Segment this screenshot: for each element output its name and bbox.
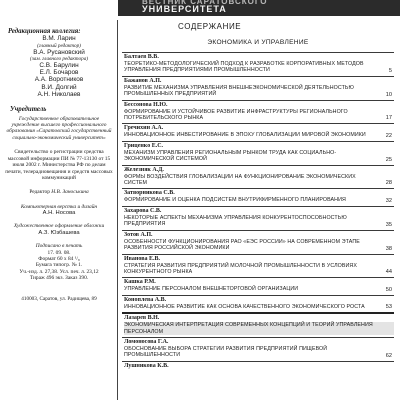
- contents-title: СОДЕРЖАНИЕ: [178, 22, 242, 31]
- entry-page-number: 5: [388, 67, 392, 74]
- entry-author: Иванова Е.В.: [124, 255, 160, 262]
- entry-author: Бессонова Н.Ю.: [124, 101, 168, 108]
- contents-entry: [122, 52, 394, 76]
- editor-line: [2, 189, 116, 195]
- imprint-column: [2, 28, 116, 302]
- entry-page-number: 17: [385, 115, 392, 122]
- contents-entry: [122, 337, 394, 361]
- banner-line-1: ВЕСТНИК САРАТОВСКОГО: [142, 0, 268, 6]
- entry-title: РАЗВИТИЕ МЕХАНИЗМА УПРАВЛЕНИЯ ВНЕШНЕЭКОНОМИЧЕСКОЙ ДЕЯТЕЛЬНОСТЬЮ ПРОМЫШЛЕННЫХ ПРЕДПРИЯТИЙ: [124, 84, 354, 98]
- entry-title: УПРАВЛЕНИЕ ПЕРСОНАЛОМ ВНЕШНЕТОРГОВОЙ ОРГАНИЗАЦИИ: [124, 286, 299, 293]
- print-volume: Уч.-изд. л. 27,38. Усл. печ. л. 23,12: [19, 268, 99, 275]
- entry-title: ТЕОРЕТИКО-МЕТОДОЛОГИЧЕСКИЙ ПОДХОД К РАЗРАБОТКЕ КОРПОРАТИВНЫХ МЕТОДОВ УПРАВЛЕНИЯ ПРЕДПРИЯТИЯМИ ПРОМЫШЛЕННОСТИ: [124, 61, 364, 74]
- section-title: ЭКОНОМИКА И УПРАВЛЕНИЕ: [207, 39, 309, 46]
- editor-name: А.Н. Николаев: [37, 91, 81, 99]
- entry-title: ЭКОНОМИЧЕСКАЯ ИНТЕРПРЕТАЦИЯ СОВРЕМЕННЫХ КОНЦЕПЦИЙ И ТЕОРИЙ УПРАВЛЕНИЯ ПЕРСОНАЛОМ: [124, 322, 394, 335]
- contents-entry: [122, 141, 394, 165]
- contents-entry: [122, 254, 394, 278]
- contents-entry: [122, 361, 394, 372]
- entry-author: Гречихин А.А.: [124, 125, 164, 132]
- entry-page-number: 28: [385, 180, 392, 187]
- editor-name: С.В. Барулин: [39, 61, 79, 69]
- entry-title: ИННОВАЦИОННОЕ ИНВЕСТИРОВАНИЕ В ЭПОХУ ГЛОБАЛИЗАЦИИ МИРОВОЙ ЭКОНОМИКИ: [124, 132, 366, 139]
- column-divider: [117, 20, 118, 400]
- contents-list: [122, 52, 394, 372]
- entry-title: МЕХАНИЗМ УПРАВЛЕНИЯ РЕГИОНАЛЬНЫМ РЫНКОМ ТРУДА КАК СОЦИАЛЬНО-ЭКОНОМИЧЕСКОЙ СИСТЕМОЙ: [124, 149, 337, 163]
- entry-author: Лазарев В.Н.: [124, 315, 160, 322]
- entry-page-number: 10: [385, 91, 392, 98]
- contents-column: [122, 22, 394, 372]
- contents-entry: [122, 188, 394, 205]
- entry-page-number: 25: [385, 156, 392, 163]
- entry-author: Балтаев В.В.: [124, 54, 159, 60]
- entry-title: ОБОСНОВАНИЕ ВЫБОРА СТРАТЕГИИ РАЗВИТИЯ ПРЕДПРИЯТИЙ ПИЩЕВОЙ ПРОМЫШЛЕННОСТИ: [124, 345, 328, 359]
- editorial-board-label: Редакционная коллегия:: [8, 28, 81, 35]
- editor-name: В.И. Долгий: [41, 83, 77, 91]
- entry-page-number: 32: [385, 197, 392, 204]
- editor-label: Редактор: [29, 189, 50, 196]
- entry-author: Зотов А.П.: [124, 231, 153, 238]
- print-run: Тираж 496 экз. Заказ 390.: [29, 275, 89, 282]
- entry-page-number: 38: [385, 245, 392, 252]
- entry-page-number: 44: [385, 269, 392, 276]
- entry-title: ФОРМИРОВАНИЕ И ОЦЕНКА ПОДСИСТЕМ ВНУТРИФИРМЕННОГО ПЛАНИРОВАНИЯ: [124, 197, 346, 204]
- editor-name: А.А. Воротников: [34, 76, 84, 84]
- entry-page-number: 50: [385, 286, 392, 293]
- entry-page-number: 53: [385, 304, 392, 311]
- editor-name: В.М. Ларин: [42, 35, 76, 43]
- entry-author: Ломоносова Г.А.: [124, 338, 169, 345]
- entry-author: Коноплева А.В.: [124, 296, 167, 303]
- editor-role: (зам. главного редактора): [29, 55, 89, 62]
- contents-entry: [122, 76, 394, 100]
- entry-title: ИННОВАЦИОННОЕ РАЗВИТИЕ КАК ОСНОВА КАЧЕСТВЕННОГО ЭКОНОМИЧЕСКОГО РОСТА: [124, 303, 365, 310]
- contents-entry: [122, 123, 394, 140]
- paper-type: Бумага типогр. № 1.: [35, 262, 83, 269]
- entry-author: Кашка Р.М.: [124, 279, 156, 286]
- print-format: Формат 60 х 84 ¹/₈: [38, 255, 80, 262]
- entry-page-number: 35: [385, 221, 392, 228]
- entry-author: Гриценко Е.С.: [124, 142, 164, 149]
- entry-author: Затворникова С.В.: [124, 190, 175, 197]
- header-banner: [118, 0, 400, 16]
- contents-entry: [122, 312, 394, 337]
- entry-author: Железняк А.Д.: [124, 166, 164, 173]
- cover-art-label: Художественное оформление обложки: [13, 223, 105, 230]
- entry-page-number: 22: [385, 132, 392, 139]
- cover-art-name: А.З. Юзбашева: [38, 229, 80, 236]
- contents-entry: [122, 277, 394, 294]
- editor-name: Е.Л. Бочаров: [39, 69, 79, 77]
- contents-entry: [122, 165, 394, 189]
- editor-role: (главный редактор): [37, 42, 81, 49]
- entry-page-number: 62: [385, 352, 392, 359]
- contents-entry: [122, 100, 394, 124]
- entry-title: СТРАТЕГИЯ РАЗВИТИЯ ПРЕДПРИЯТИЙ МОЛОЧНОЙ ПРОМЫШЛЕННОСТИ В УСЛОВИЯХ КОНКУРЕНТНОГО РЫНКА: [124, 262, 357, 275]
- entry-title: ФОРМИРОВАНИЕ И УСТОЙЧИВОЕ РАЗВИТИЕ ИНФРАСТРУКТУРЫ РЕГИОНАЛЬНОГО ПОТРЕБИТЕЛЬСКОГО РЫНКА: [124, 108, 348, 122]
- entry-title: ФОРМЫ ВОЗДЕЙСТВИЯ ГЛОБАЛИЗАЦИИ НА ФУНКЦИОНИРОВАНИЕ ЭКОНОМИЧЕСКИХ СИСТЕМ: [124, 173, 356, 187]
- print-date: 17. 09. 08.: [47, 249, 71, 256]
- editor-name: В.А. Русановский: [33, 48, 85, 56]
- publisher-address: 410003, Саратов, ул. Радищева, 89: [21, 295, 97, 302]
- entry-author: Бажанов А.П.: [124, 77, 162, 84]
- editor-name: Н.В. Заноськина: [51, 189, 89, 196]
- contents-entry: [122, 295, 394, 312]
- registration-text: Свидетельство о регистрации средства массовой информации ПИ № 77-13130 от 15 июля 2002 г. Министерства РФ по делам печати, телерадиовещания и средств массовых коммуникаций: [5, 149, 113, 181]
- entry-title: ОСОБЕННОСТИ ФУНКЦИОНИРОВАНИЯ РАО «ЕЭС РОССИИ» НА СОВРЕМЕННОМ ЭТАПЕ РАЗВИТИЯ РОССИЙСКОЙ ЭКОНОМИКИ: [124, 238, 360, 252]
- founder-text: Государственное образовательное учреждение высшего профессионального образования «Саратовский государственный социально-экономический университет»: [6, 115, 112, 141]
- layout-label: Компьютерная верстка и дизайн: [20, 203, 98, 210]
- entry-title: НЕКОТОРЫЕ АСПЕКТЫ МЕХАНИЗМА УПРАВЛЕНИЯ КОНКУРЕНТОСПОСОБНОСТЬЮ ПРЕДПРИЯТИЯ: [124, 214, 347, 228]
- founder-label: Учредитель: [10, 106, 47, 114]
- banner-line-2: УНИВЕРСИТЕТА: [142, 4, 227, 14]
- print-signed-label: Подписано в печать: [35, 243, 83, 250]
- contents-entry: [122, 230, 394, 254]
- editorial-board-list: [2, 35, 116, 98]
- entry-author: Лушникова К.В.: [124, 362, 169, 369]
- contents-entry: [122, 206, 394, 230]
- entry-author: Захарова С.В.: [124, 207, 162, 214]
- layout-name: А.Н. Носова: [42, 210, 76, 217]
